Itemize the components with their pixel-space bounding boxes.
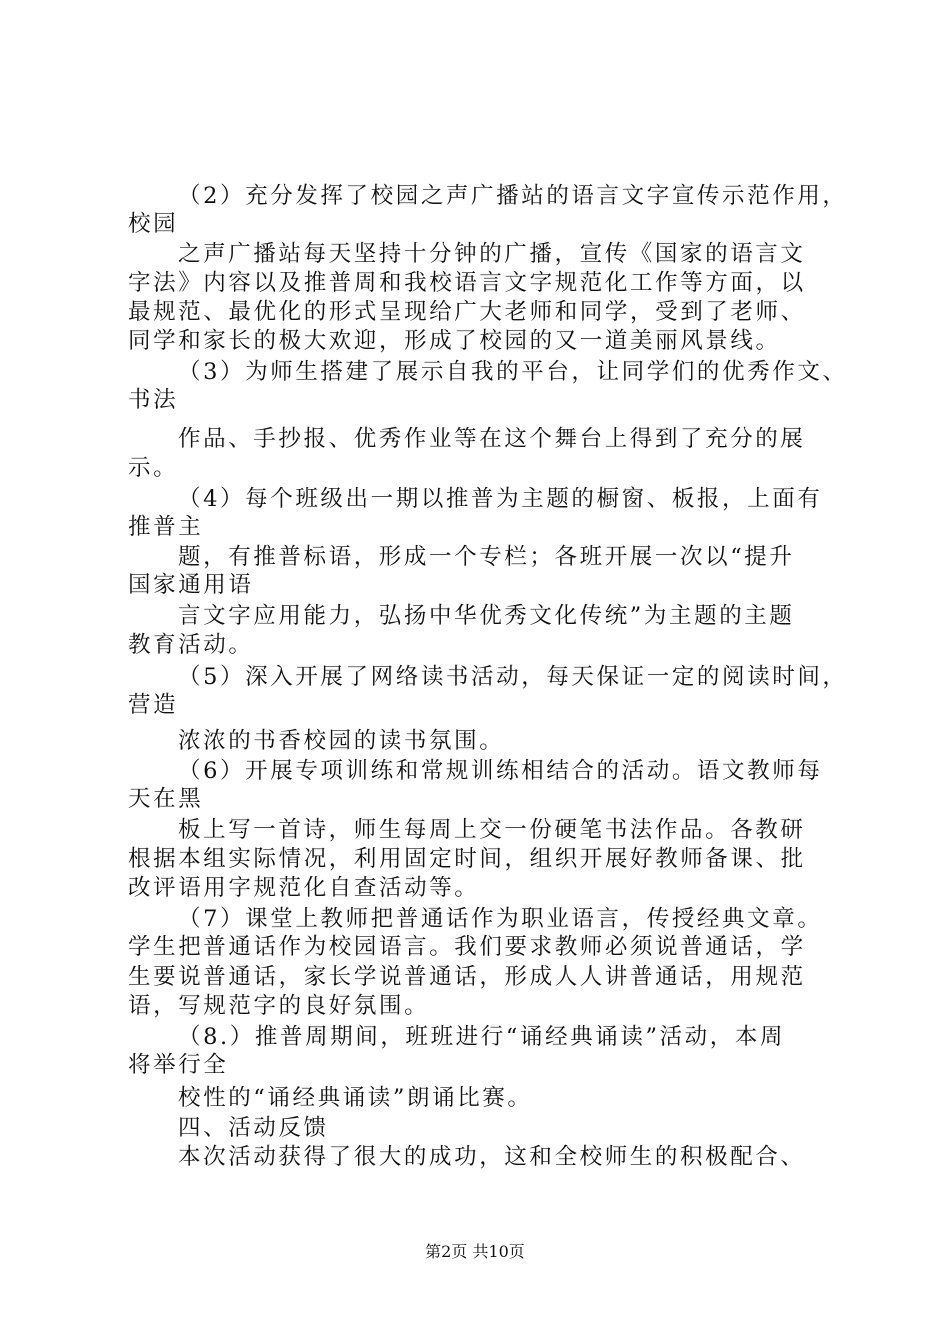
text-line: 最规范、最优化的形式呈现给广大老师和同学，受到了老师、 bbox=[128, 299, 806, 325]
text-line: 示。 bbox=[128, 455, 179, 481]
text-line: 国家通用语 bbox=[128, 572, 254, 598]
text-line: （2）充分发挥了校园之声广播站的语言文字宣传示范作用， bbox=[178, 183, 848, 209]
text-line: 之声广播站每天坚持十分钟的广播，宣传《国家的语言文 bbox=[178, 241, 806, 267]
text-line: （3）为师生搭建了展示自我的平台，让同学们的优秀作文、 bbox=[178, 359, 848, 385]
text-line: （4）每个班级出一期以推普为主题的橱窗、板报，上面有 bbox=[178, 486, 823, 512]
text-line: 语，写规范字的良好氛围。 bbox=[128, 993, 430, 1019]
text-line: 生要说普通话，家长学说普通话，形成人人讲普通话，用规范 bbox=[128, 964, 806, 990]
text-line: 校性的“诵经典诵读”朗诵比赛。 bbox=[178, 1085, 533, 1111]
text-line: 推普主 bbox=[128, 514, 204, 540]
text-line: （6）开展专项训练和常规训练相结合的活动。语文教师每 bbox=[178, 758, 823, 784]
text-line: 根据本组实际情况，利用固定时间，组织开展好教师备课、批 bbox=[128, 846, 806, 872]
text-line: 将举行全 bbox=[128, 1052, 229, 1078]
text-line: 作品、手抄报、优秀作业等在这个舞台上得到了充分的展 bbox=[178, 426, 806, 452]
text-line: （7）课堂上教师把普通话作为职业语言，传授经典文章。 bbox=[178, 906, 823, 932]
text-line: （8.）推普周期间，班班进行“诵经典诵读”活动，本周 bbox=[178, 1024, 786, 1050]
text-line: 言文字应用能力，弘扬中华优秀文化传统”为主题的主题 bbox=[178, 603, 795, 629]
text-line: （5）深入开展了网络读书活动，每天保证一定的阅读时间， bbox=[178, 664, 848, 690]
text-line: 校园 bbox=[128, 211, 179, 237]
text-line: 板上写一首诗，师生每周上交一份硬笔书法作品。各教研 bbox=[178, 817, 806, 843]
text-line: 浓浓的书香校园的读书氛围。 bbox=[178, 728, 505, 754]
section-heading: 四、活动反馈 bbox=[178, 1115, 329, 1141]
text-line: 同学和家长的极大欢迎，形成了校园的又一道美丽风景线。 bbox=[128, 328, 781, 354]
text-line: 书法 bbox=[128, 387, 179, 413]
page-number-footer: 第2页 共10页 bbox=[425, 1242, 525, 1261]
text-line: 题，有推普标语，形成一个专栏；各班开展一次以“提升 bbox=[178, 544, 795, 570]
text-line: 天在黑 bbox=[128, 786, 204, 812]
text-line: 教育活动。 bbox=[128, 632, 254, 658]
text-line: 营造 bbox=[128, 692, 179, 718]
text-line: 学生把普通话作为校园语言。我们要求教师必须说普通话，学 bbox=[128, 934, 806, 960]
text-line: 改评语用字规范化自查活动等。 bbox=[128, 875, 480, 901]
text-line: 字法》内容以及推普周和我校语言文字规范化工作等方面，以 bbox=[128, 270, 806, 296]
text-line: 本次活动获得了很大的成功，这和全校师生的积极配合、 bbox=[178, 1144, 806, 1170]
